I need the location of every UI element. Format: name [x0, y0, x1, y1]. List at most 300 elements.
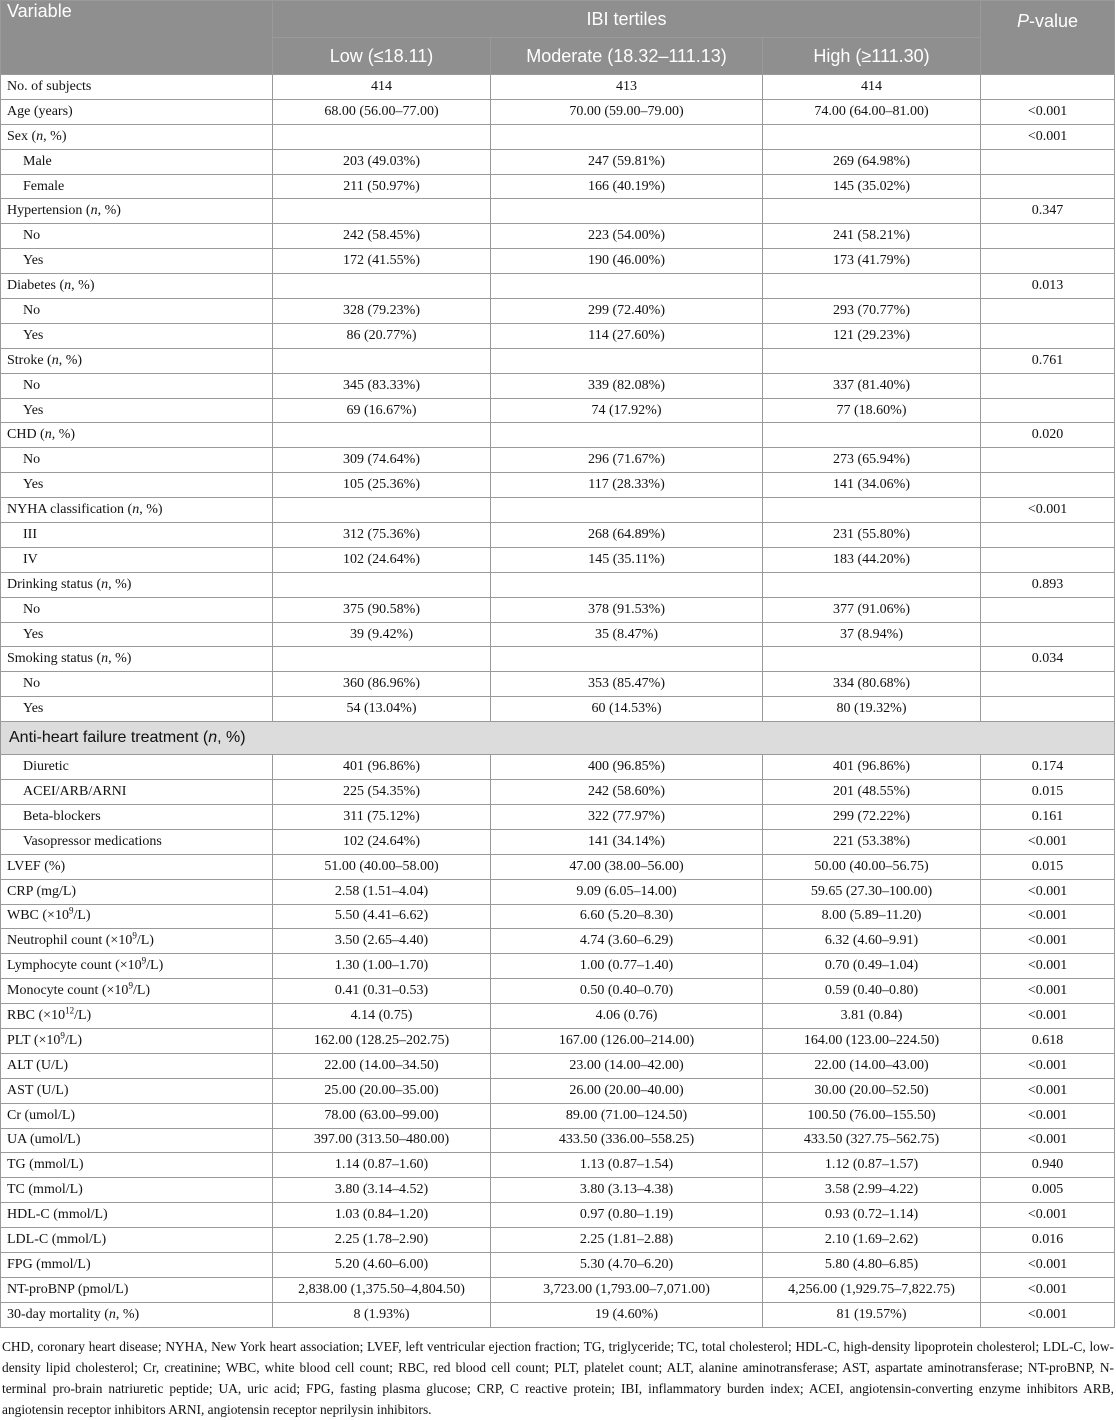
- row-label: Male: [1, 149, 273, 174]
- high-value-cell: 337 (81.40%): [763, 373, 981, 398]
- low-value-cell: 68.00 (56.00–77.00): [273, 99, 491, 124]
- p-value-cell: 0.618: [981, 1028, 1115, 1053]
- moderate-value-cell: 4.74 (3.60–6.29): [491, 929, 763, 954]
- table-row: [1, 1128, 1115, 1153]
- low-value-cell: 328 (79.23%): [273, 299, 491, 324]
- table-row: [1, 780, 1115, 805]
- moderate-value-cell: 6.60 (5.20–8.30): [491, 904, 763, 929]
- high-value-cell: 80 (19.32%): [763, 697, 981, 722]
- moderate-value-cell: 60 (14.53%): [491, 697, 763, 722]
- table-row: [1, 879, 1115, 904]
- moderate-value-cell: 322 (77.97%): [491, 804, 763, 829]
- moderate-value-cell: 26.00 (20.00–40.00): [491, 1078, 763, 1103]
- table-footnote: CHD, coronary heart disease; NYHA, New York heart association; LVEF, left ventricular ejection fraction; TG, triglyceride; TC, total cholesterol; HDL-C, high-density lipoprotein cholesterol; LDL-C, low-density lipid cholesterol; Cr, creatinine; WBC, white blood cell count; RBC, red blood cell count; PLT, platelet count; ALT, alanine aminotransferase; AST, aspartate aminotransferase; NT-proBNP, N-terminal pro-brain natriuretic peptide; UA, uric acid; FPG, fasting plasma glucose; CRP, C reactive protein; IBI, inflammatory burden index; ACEI, angiotensin-converting enzyme inhibitors ARB, angiotensin receptor inhibitors ARNI, angiotensin receptor neprilysin inhibitors.: [2, 1339, 1114, 1417]
- high-value-cell: 0.93 (0.72–1.14): [763, 1203, 981, 1228]
- table-row: [1, 1203, 1115, 1228]
- low-value-cell: 1.30 (1.00–1.70): [273, 954, 491, 979]
- p-value-cell: [981, 448, 1115, 473]
- p-value-cell: <0.001: [981, 904, 1115, 929]
- table-row: [1, 572, 1115, 597]
- high-value-cell: 433.50 (327.75–562.75): [763, 1128, 981, 1153]
- row-label: Hypertension (n, %): [1, 199, 273, 224]
- p-value-cell: [981, 547, 1115, 572]
- low-value-cell: 51.00 (40.00–58.00): [273, 854, 491, 879]
- table-row: [1, 473, 1115, 498]
- p-value-cell: [981, 622, 1115, 647]
- high-value-cell: 231 (55.80%): [763, 523, 981, 548]
- p-value-cell: 0.761: [981, 348, 1115, 373]
- low-value-cell: 1.14 (0.87–1.60): [273, 1153, 491, 1178]
- high-value-cell: [763, 647, 981, 672]
- moderate-value-cell: [491, 274, 763, 299]
- moderate-value-cell: [491, 423, 763, 448]
- table-body-labs: [1, 755, 1115, 1327]
- low-value-cell: 0.41 (0.31–0.53): [273, 979, 491, 1004]
- table-row: [1, 1178, 1115, 1203]
- high-value-cell: 241 (58.21%): [763, 224, 981, 249]
- table-row: [1, 423, 1115, 448]
- table-row: [1, 547, 1115, 572]
- row-label: Neutrophil count $(\times 10^9/L)$: [1, 929, 273, 954]
- p-value-cell: 0.034: [981, 647, 1115, 672]
- high-tertile-header: High (≥111.30): [763, 38, 981, 75]
- p-value-cell: <0.001: [981, 829, 1115, 854]
- table-row: [1, 804, 1115, 829]
- moderate-value-cell: 74 (17.92%): [491, 398, 763, 423]
- high-value-cell: 273 (65.94%): [763, 448, 981, 473]
- high-value-cell: 173 (41.79%): [763, 249, 981, 274]
- low-value-cell: 86 (20.77%): [273, 323, 491, 348]
- low-value-cell: 162.00 (128.25–202.75): [273, 1028, 491, 1053]
- table-row: [1, 672, 1115, 697]
- moderate-value-cell: 296 (71.67%): [491, 448, 763, 473]
- p-value-cell: <0.001: [981, 1103, 1115, 1128]
- high-value-cell: 221 (53.38%): [763, 829, 981, 854]
- table-row: [1, 124, 1115, 149]
- variable-header: Variable: [1, 1, 273, 75]
- moderate-value-cell: 0.50 (0.40–0.70): [491, 979, 763, 1004]
- p-value-cell: [981, 323, 1115, 348]
- low-value-cell: 203 (49.03%): [273, 149, 491, 174]
- table-header-row: [1, 1, 1115, 38]
- high-value-cell: 59.65 (27.30–100.00): [763, 879, 981, 904]
- low-value-cell: 102 (24.64%): [273, 829, 491, 854]
- p-value-cell: [981, 373, 1115, 398]
- ibi-tertiles-header: IBI tertiles: [273, 1, 981, 38]
- p-value-cell: 0.005: [981, 1178, 1115, 1203]
- table-row: [1, 1302, 1115, 1327]
- high-value-cell: [763, 423, 981, 448]
- low-value-cell: 397.00 (313.50–480.00): [273, 1128, 491, 1153]
- row-label: RBC $(\times 10^{12}/L)$: [1, 1004, 273, 1029]
- p-value-cell: <0.001: [981, 879, 1115, 904]
- moderate-value-cell: 1.13 (0.87–1.54): [491, 1153, 763, 1178]
- high-value-cell: 377 (91.06%): [763, 597, 981, 622]
- row-label: FPG (mmol/L): [1, 1252, 273, 1277]
- moderate-value-cell: 413: [491, 75, 763, 100]
- table-row: [1, 224, 1115, 249]
- moderate-value-cell: [491, 647, 763, 672]
- low-value-cell: [273, 498, 491, 523]
- high-value-cell: [763, 498, 981, 523]
- moderate-value-cell: 339 (82.08%): [491, 373, 763, 398]
- high-value-cell: 74.00 (64.00–81.00): [763, 99, 981, 124]
- p-value-cell: 0.015: [981, 780, 1115, 805]
- p-value-cell: 0.016: [981, 1228, 1115, 1253]
- table-row: [1, 348, 1115, 373]
- moderate-value-cell: 5.30 (4.70–6.20): [491, 1252, 763, 1277]
- p-value-cell: <0.001: [981, 1302, 1115, 1327]
- table-row: [1, 829, 1115, 854]
- moderate-value-cell: 23.00 (14.00–42.00): [491, 1053, 763, 1078]
- moderate-value-cell: 378 (91.53%): [491, 597, 763, 622]
- moderate-value-cell: 353 (85.47%): [491, 672, 763, 697]
- low-value-cell: 309 (74.64%): [273, 448, 491, 473]
- table-row: [1, 1053, 1115, 1078]
- p-value-cell: 0.161: [981, 804, 1115, 829]
- p-value-cell: 0.174: [981, 755, 1115, 780]
- row-label: No: [1, 224, 273, 249]
- low-value-cell: 312 (75.36%): [273, 523, 491, 548]
- low-value-cell: 105 (25.36%): [273, 473, 491, 498]
- row-label: Diabetes (n, %): [1, 274, 273, 299]
- table-row: [1, 174, 1115, 199]
- row-label: Yes: [1, 697, 273, 722]
- p-value-cell: <0.001: [981, 1053, 1115, 1078]
- high-value-cell: [763, 124, 981, 149]
- row-label: Diuretic: [1, 755, 273, 780]
- low-value-cell: [273, 572, 491, 597]
- table-row: [1, 149, 1115, 174]
- table-row: [1, 523, 1115, 548]
- high-value-cell: [763, 274, 981, 299]
- moderate-value-cell: 166 (40.19%): [491, 174, 763, 199]
- high-value-cell: 8.00 (5.89–11.20): [763, 904, 981, 929]
- high-value-cell: 334 (80.68%): [763, 672, 981, 697]
- moderate-value-cell: 89.00 (71.00–124.50): [491, 1103, 763, 1128]
- p-value-cell: <0.001: [981, 498, 1115, 523]
- high-value-cell: 0.59 (0.40–0.80): [763, 979, 981, 1004]
- high-value-cell: 145 (35.02%): [763, 174, 981, 199]
- table-row: [1, 323, 1115, 348]
- p-value-cell: <0.001: [981, 1078, 1115, 1103]
- row-label: CRP (mg/L): [1, 879, 273, 904]
- p-value-cell: 0.347: [981, 199, 1115, 224]
- low-value-cell: [273, 274, 491, 299]
- row-label: Monocyte count $(\times 10^9/L)$: [1, 979, 273, 1004]
- p-value-cell: <0.001: [981, 1004, 1115, 1029]
- moderate-value-cell: [491, 348, 763, 373]
- p-value-cell: [981, 473, 1115, 498]
- table-row: [1, 597, 1115, 622]
- table-row: [1, 249, 1115, 274]
- row-label: Cr (umol/L): [1, 1103, 273, 1128]
- low-value-cell: 5.50 (4.41–6.62): [273, 904, 491, 929]
- p-value-cell: [981, 299, 1115, 324]
- moderate-value-cell: [491, 124, 763, 149]
- table-row: [1, 1153, 1115, 1178]
- high-value-cell: 3.81 (0.84): [763, 1004, 981, 1029]
- p-value-cell: <0.001: [981, 1128, 1115, 1153]
- p-value-cell: [981, 697, 1115, 722]
- table-body-demographics: [1, 75, 1115, 722]
- table-row: [1, 647, 1115, 672]
- table-row: [1, 954, 1115, 979]
- low-value-cell: [273, 124, 491, 149]
- low-value-cell: 401 (96.86%): [273, 755, 491, 780]
- moderate-value-cell: 117 (28.33%): [491, 473, 763, 498]
- moderate-value-cell: [491, 572, 763, 597]
- moderate-value-cell: [491, 498, 763, 523]
- moderate-value-cell: 145 (35.11%): [491, 547, 763, 572]
- table-row: [1, 904, 1115, 929]
- high-value-cell: [763, 348, 981, 373]
- row-label: IV: [1, 547, 273, 572]
- table-row: [1, 1028, 1115, 1053]
- low-value-cell: 360 (86.96%): [273, 672, 491, 697]
- row-label: WBC $(\times 10^9/L)$: [1, 904, 273, 929]
- row-label: Female: [1, 174, 273, 199]
- high-value-cell: [763, 572, 981, 597]
- table-row: [1, 929, 1115, 954]
- row-label: Sex (n, %): [1, 124, 273, 149]
- moderate-value-cell: 70.00 (59.00–79.00): [491, 99, 763, 124]
- table-row: [1, 1228, 1115, 1253]
- table-row: [1, 498, 1115, 523]
- high-value-cell: 2.10 (1.69–2.62): [763, 1228, 981, 1253]
- low-value-cell: 3.50 (2.65–4.40): [273, 929, 491, 954]
- table-row: [1, 1103, 1115, 1128]
- low-value-cell: 102 (24.64%): [273, 547, 491, 572]
- p-value-cell: [981, 672, 1115, 697]
- high-value-cell: 37 (8.94%): [763, 622, 981, 647]
- p-value-cell: [981, 398, 1115, 423]
- p-value-cell: [981, 149, 1115, 174]
- p-value-cell: [981, 597, 1115, 622]
- row-label: HDL-C (mmol/L): [1, 1203, 273, 1228]
- moderate-value-cell: 3.80 (3.13–4.38): [491, 1178, 763, 1203]
- table-row: [1, 299, 1115, 324]
- table-row: [1, 448, 1115, 473]
- section-label: Anti-heart failure treatment (n, %): [1, 722, 1115, 755]
- p-value-cell: [981, 75, 1115, 100]
- moderate-tertile-header: Moderate (18.32–111.13): [491, 38, 763, 75]
- low-value-cell: 22.00 (14.00–34.50): [273, 1053, 491, 1078]
- low-value-cell: 2.58 (1.51–4.04): [273, 879, 491, 904]
- p-value-cell: <0.001: [981, 1252, 1115, 1277]
- high-value-cell: 293 (70.77%): [763, 299, 981, 324]
- row-label: Yes: [1, 473, 273, 498]
- table-row: [1, 373, 1115, 398]
- low-value-cell: 8 (1.93%): [273, 1302, 491, 1327]
- p-value-cell: 0.013: [981, 274, 1115, 299]
- moderate-value-cell: 19 (4.60%): [491, 1302, 763, 1327]
- low-value-cell: [273, 348, 491, 373]
- low-value-cell: 211 (50.97%): [273, 174, 491, 199]
- table-row: [1, 1252, 1115, 1277]
- row-label: NYHA classification (n, %): [1, 498, 273, 523]
- high-value-cell: 414: [763, 75, 981, 100]
- low-value-cell: 25.00 (20.00–35.00): [273, 1078, 491, 1103]
- p-value-cell: <0.001: [981, 954, 1115, 979]
- low-value-cell: 78.00 (63.00–99.00): [273, 1103, 491, 1128]
- moderate-value-cell: 3,723.00 (1,793.00–7,071.00): [491, 1277, 763, 1302]
- row-label: No: [1, 597, 273, 622]
- table-row: [1, 1078, 1115, 1103]
- table-row: [1, 622, 1115, 647]
- p-value-cell: <0.001: [981, 929, 1115, 954]
- row-label: Yes: [1, 249, 273, 274]
- low-tertile-header: Low (≤18.11): [273, 38, 491, 75]
- row-label: Yes: [1, 622, 273, 647]
- p-value-cell: 0.015: [981, 854, 1115, 879]
- table-row: [1, 854, 1115, 879]
- p-value-cell: <0.001: [981, 1203, 1115, 1228]
- table-row: [1, 1004, 1115, 1029]
- low-value-cell: 4.14 (0.75): [273, 1004, 491, 1029]
- moderate-value-cell: 114 (27.60%): [491, 323, 763, 348]
- low-value-cell: [273, 423, 491, 448]
- table-row: [1, 755, 1115, 780]
- row-label: Lymphocyte count $(\times 10^9/L)$: [1, 954, 273, 979]
- row-label: No: [1, 448, 273, 473]
- row-label: No: [1, 672, 273, 697]
- row-label: Beta-blockers: [1, 804, 273, 829]
- row-label: Drinking status (n, %): [1, 572, 273, 597]
- p-value-header: P-value: [981, 1, 1115, 75]
- moderate-value-cell: 0.97 (0.80–1.19): [491, 1203, 763, 1228]
- p-value-cell: <0.001: [981, 1277, 1115, 1302]
- p-value-cell: <0.001: [981, 99, 1115, 124]
- high-value-cell: 3.58 (2.99–4.22): [763, 1178, 981, 1203]
- high-value-cell: 141 (34.06%): [763, 473, 981, 498]
- low-value-cell: 2.25 (1.78–2.90): [273, 1228, 491, 1253]
- moderate-value-cell: 242 (58.60%): [491, 780, 763, 805]
- low-value-cell: 414: [273, 75, 491, 100]
- high-value-cell: 269 (64.98%): [763, 149, 981, 174]
- p-value-cell: 0.940: [981, 1153, 1115, 1178]
- row-label: III: [1, 523, 273, 548]
- row-label: Age (years): [1, 99, 273, 124]
- low-value-cell: 242 (58.45%): [273, 224, 491, 249]
- low-value-cell: 3.80 (3.14–4.52): [273, 1178, 491, 1203]
- section-row-treatment: [1, 722, 1115, 755]
- row-label: NT-proBNP (pmol/L): [1, 1277, 273, 1302]
- p-value-cell: <0.001: [981, 124, 1115, 149]
- row-label: TC (mmol/L): [1, 1178, 273, 1203]
- high-value-cell: 121 (29.23%): [763, 323, 981, 348]
- high-value-cell: 401 (96.86%): [763, 755, 981, 780]
- moderate-value-cell: 35 (8.47%): [491, 622, 763, 647]
- moderate-value-cell: 47.00 (38.00–56.00): [491, 854, 763, 879]
- row-label: Vasopressor medications: [1, 829, 273, 854]
- high-value-cell: 22.00 (14.00–43.00): [763, 1053, 981, 1078]
- row-label: Stroke (n, %): [1, 348, 273, 373]
- row-label: No: [1, 373, 273, 398]
- p-value-cell: [981, 174, 1115, 199]
- row-label: AST (U/L): [1, 1078, 273, 1103]
- moderate-value-cell: 9.09 (6.05–14.00): [491, 879, 763, 904]
- high-value-cell: 81 (19.57%): [763, 1302, 981, 1327]
- moderate-value-cell: 433.50 (336.00–558.25): [491, 1128, 763, 1153]
- p-value-cell: 0.020: [981, 423, 1115, 448]
- low-value-cell: [273, 199, 491, 224]
- p-value-cell: 0.893: [981, 572, 1115, 597]
- moderate-value-cell: 223 (54.00%): [491, 224, 763, 249]
- row-label: No. of subjects: [1, 75, 273, 100]
- moderate-value-cell: 190 (46.00%): [491, 249, 763, 274]
- high-value-cell: 183 (44.20%): [763, 547, 981, 572]
- p-value-cell: [981, 523, 1115, 548]
- high-value-cell: 50.00 (40.00–56.75): [763, 854, 981, 879]
- table-row: [1, 979, 1115, 1004]
- low-value-cell: [273, 647, 491, 672]
- high-value-cell: 0.70 (0.49–1.04): [763, 954, 981, 979]
- row-label: CHD (n, %): [1, 423, 273, 448]
- row-label: PLT $(\times 10^9/L)$: [1, 1028, 273, 1053]
- table-row: [1, 199, 1115, 224]
- table-row: [1, 697, 1115, 722]
- high-value-cell: 299 (72.22%): [763, 804, 981, 829]
- row-label: Yes: [1, 323, 273, 348]
- row-label: ACEI/ARB/ARNI: [1, 780, 273, 805]
- row-label: UA (umol/L): [1, 1128, 273, 1153]
- low-value-cell: 5.20 (4.60–6.00): [273, 1252, 491, 1277]
- high-value-cell: 77 (18.60%): [763, 398, 981, 423]
- low-value-cell: 54 (13.04%): [273, 697, 491, 722]
- moderate-value-cell: 4.06 (0.76): [491, 1004, 763, 1029]
- row-label: Smoking status (n, %): [1, 647, 273, 672]
- high-value-cell: 30.00 (20.00–52.50): [763, 1078, 981, 1103]
- high-value-cell: 164.00 (123.00–224.50): [763, 1028, 981, 1053]
- table-body-section: [1, 722, 1115, 755]
- moderate-value-cell: 268 (64.89%): [491, 523, 763, 548]
- moderate-value-cell: [491, 199, 763, 224]
- high-value-cell: 100.50 (76.00–155.50): [763, 1103, 981, 1128]
- high-value-cell: 6.32 (4.60–9.91): [763, 929, 981, 954]
- high-value-cell: [763, 199, 981, 224]
- row-label: TG (mmol/L): [1, 1153, 273, 1178]
- moderate-value-cell: 141 (34.14%): [491, 829, 763, 854]
- p-value-cell: [981, 224, 1115, 249]
- low-value-cell: 69 (16.67%): [273, 398, 491, 423]
- row-label: LDL-C (mmol/L): [1, 1228, 273, 1253]
- p-value-cell: [981, 249, 1115, 274]
- high-value-cell: 201 (48.55%): [763, 780, 981, 805]
- moderate-value-cell: 247 (59.81%): [491, 149, 763, 174]
- high-value-cell: 5.80 (4.80–6.85): [763, 1252, 981, 1277]
- high-value-cell: 1.12 (0.87–1.57): [763, 1153, 981, 1178]
- row-label: Yes: [1, 398, 273, 423]
- row-label: ALT (U/L): [1, 1053, 273, 1078]
- row-label: 30-day mortality (n, %): [1, 1302, 273, 1327]
- low-value-cell: 1.03 (0.84–1.20): [273, 1203, 491, 1228]
- row-label: No: [1, 299, 273, 324]
- moderate-value-cell: 2.25 (1.81–2.88): [491, 1228, 763, 1253]
- low-value-cell: 375 (90.58%): [273, 597, 491, 622]
- low-value-cell: 345 (83.33%): [273, 373, 491, 398]
- low-value-cell: 39 (9.42%): [273, 622, 491, 647]
- table-row: [1, 75, 1115, 100]
- p-value-cell: <0.001: [981, 979, 1115, 1004]
- low-value-cell: 311 (75.12%): [273, 804, 491, 829]
- low-value-cell: 2,838.00 (1,375.50–4,804.50): [273, 1277, 491, 1302]
- low-value-cell: 225 (54.35%): [273, 780, 491, 805]
- moderate-value-cell: 1.00 (0.77–1.40): [491, 954, 763, 979]
- table-row: [1, 99, 1115, 124]
- moderate-value-cell: 400 (96.85%): [491, 755, 763, 780]
- table-row: [1, 274, 1115, 299]
